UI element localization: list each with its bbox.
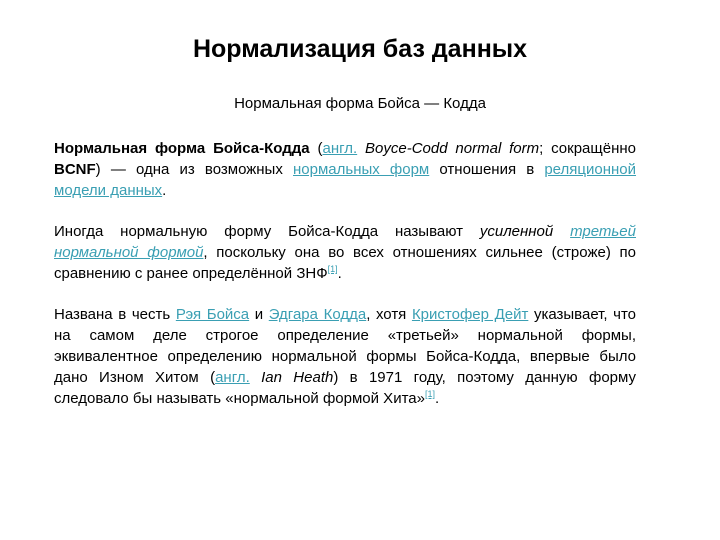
footnote-ref-1[interactable]: [1] [327,264,338,274]
abbreviation-bcnf: BCNF [54,161,96,178]
text: ( [309,140,323,157]
text: Названа в честь [54,306,176,323]
link-ray-boyce[interactable]: Рэя Бойса [175,306,250,323]
english-term: Boyce-Codd normal form [365,140,540,157]
text: . [434,390,440,407]
link-english[interactable]: англ. [322,140,358,157]
link-relational-model[interactable]: реляционной модели данных [54,161,637,199]
text: Иногда нормальную форму Бойса-Кодда называют [54,223,480,240]
link-edgar-codd[interactable]: Эдгара Кодда [268,306,367,323]
text: ) — одна из возможных [95,161,293,178]
text: . [337,265,342,282]
text: и [249,306,269,323]
text: ; сокращённо [539,140,636,157]
text: , хотя [366,306,412,323]
term-bcnf: Нормальная форма Бойса-Кодда [54,140,310,157]
paragraph-strengthened-3nf [54,221,636,284]
text [357,140,365,157]
link-english[interactable]: англ. [215,369,250,386]
emphasis-strengthened: усиленной [479,223,571,240]
text: . [162,182,167,199]
link-third-normal-form[interactable]: третьей нормальной формой [54,223,636,261]
text [250,369,261,386]
english-name: Ian Heath [261,369,334,386]
article-body [54,138,636,429]
link-christopher-date[interactable]: Кристофер Дейт [411,306,529,323]
text: , поскольку она во всех отношениях сильнее (строже) по сравнению с ранее определённой ЗНФ [54,244,636,282]
slide-title: Нормализация баз данных [192,35,528,63]
slide-subtitle: Нормальная форма Бойса — Кодда [234,95,486,112]
paragraph-definition [54,138,636,201]
text: ) в 1971 году, поэтому данную форму следовало бы называть «нормальной формой Хита» [54,369,636,407]
footnote-ref-1[interactable]: [1] [424,389,435,399]
text: отношения в [429,161,545,178]
paragraph-naming [54,304,636,409]
link-normal-forms[interactable]: нормальных форм [293,161,430,178]
text: указывает, что на самом деле строгое определение «третьей» нормальной формы, эквивалентное определению нормальной формы Бойса-Кодда, впервые было дано Изном Хитом ( [54,306,637,386]
